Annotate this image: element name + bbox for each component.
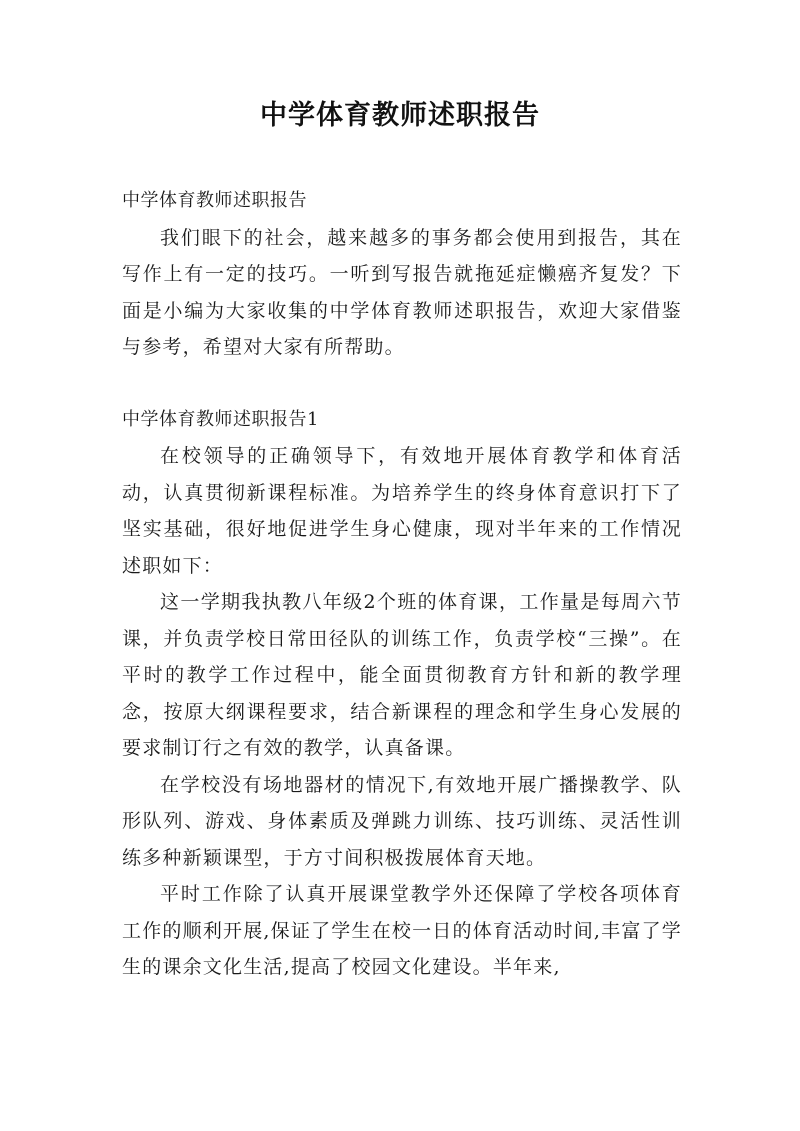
- body-paragraph-3: 在学校没有场地器材的情况下,有效地开展广播操教学、队形队列、游戏、身体素质及弹跳力训练、技巧训练、灵活性训练多种新颖课型，于方寸间积极拨展体育天地。: [122, 773, 682, 869]
- intro-paragraph: 我们眼下的社会，越来越多的事务都会使用到报告，其在写作上有一定的技巧。一听到写报告就拖延症懒癌齐复发？下面是小编为大家收集的中学体育教师述职报告，欢迎大家借鉴与参考，希望对大家有所帮助。: [122, 226, 682, 358]
- section-heading: 中学体育教师述职报告1: [122, 408, 319, 430]
- intro-heading: 中学体育教师述职报告: [122, 190, 307, 211]
- document-body: [122, 183, 682, 986]
- body-paragraph-4: 平时工作除了认真开展课堂教学外还保障了学校各项体育工作的顺利开展,保证了学生在校一日的体育活动时间,丰富了学生的课余文化生活,提高了校园文化建设。半年来,: [122, 883, 682, 978]
- paragraph-spacer: [122, 366, 682, 402]
- body-paragraph-2: 这一学期我执教八年级2个班的体育课，工作量是每周六节课，并负责学校日常田径队的训练工作，负责学校“三操”。在平时的教学工作过程中，能全面贯彻教育方针和新的教学理念，按原大纲课程要求，结合新课程的理念和学生身心发展的要求制订行之有效的教学，认真备课。: [122, 591, 682, 759]
- document-title: 中学体育教师述职报告: [260, 100, 540, 131]
- body-paragraph-1: 在校领导的正确领导下，有效地开展体育教学和体育活动，认真贯彻新课程标准。为培养学生的终身体育意识打下了坚实基础，很好地促进学生身心健康，现对半年来的工作情况述职如下：: [122, 445, 682, 577]
